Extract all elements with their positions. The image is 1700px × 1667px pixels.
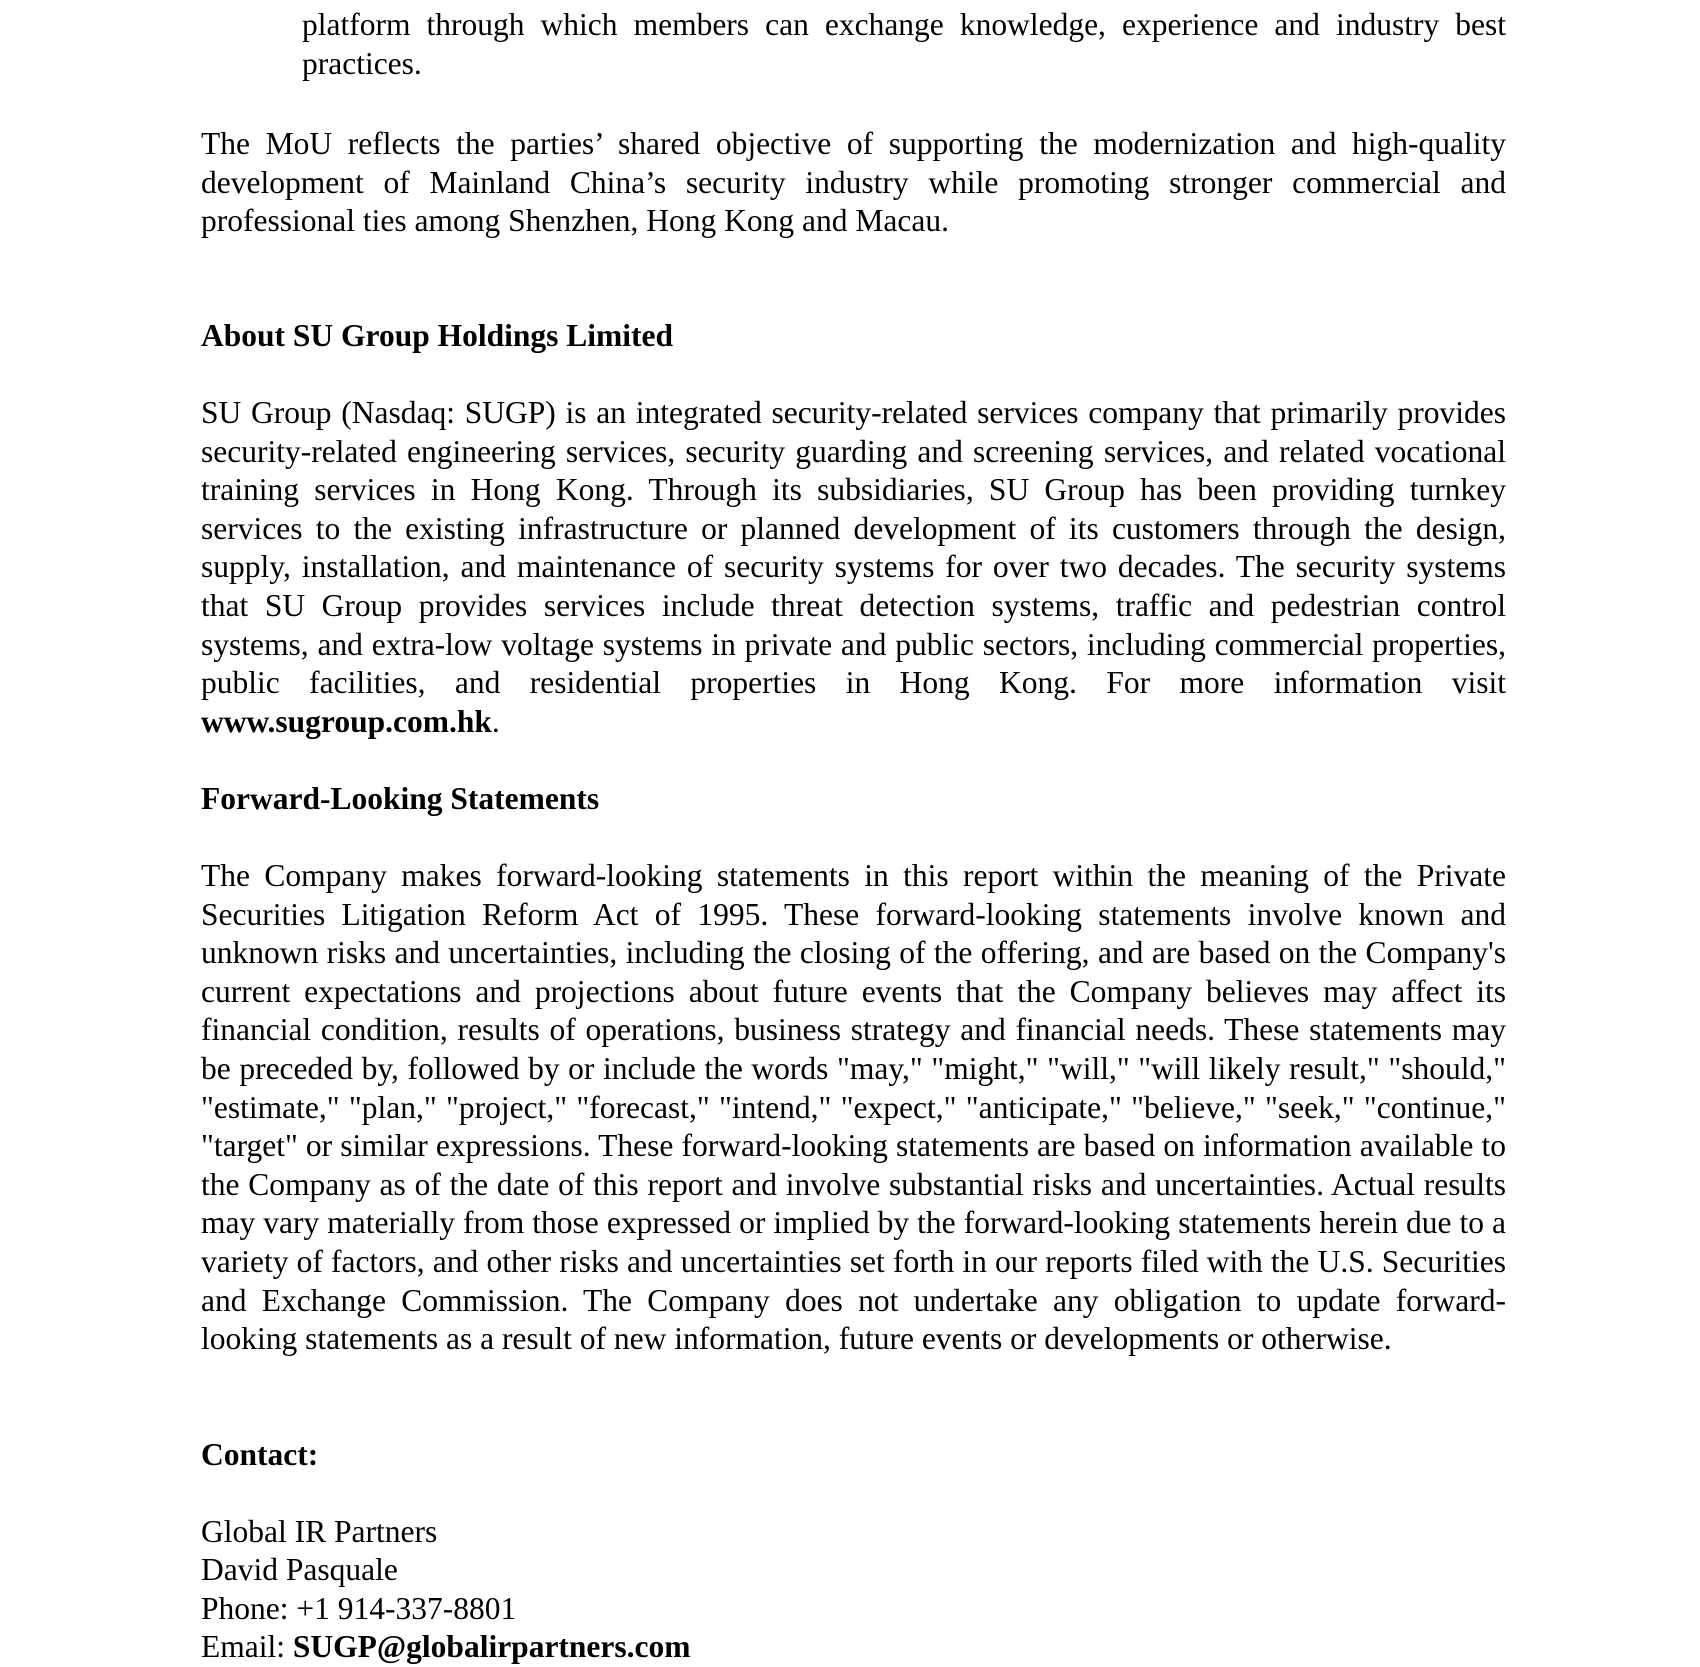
mou-paragraph: The MoU reflects the parties’ shared objective of supporting the modernization and high-quality development of Mainland China’s security industry while promoting stronger commercial and professional ties among Shenzhen, Hong Kong and Macau. <box>201 126 1506 239</box>
phone-number: +1 914-337-8801 <box>296 1591 517 1626</box>
email-link[interactable]: SUGP@globalirpartners.com <box>292 1629 691 1664</box>
contact-heading: Contact: <box>201 1437 319 1472</box>
email-label: Email: <box>201 1629 293 1664</box>
about-heading: About SU Group Holdings Limited <box>201 318 674 353</box>
contact-email <box>201 1628 691 1667</box>
about-paragraph <box>201 394 1506 741</box>
forward-looking-paragraph: The Company makes forward-looking statements in this report within the meaning of the Private Securities Litigation Reform Act of 1995. These forward-looking statements involve known and unknown risks and uncertainties, including the closing of the offering, and are based on the Company's current expectations and projections about future events that the Company believes may affect its financial condition, results of operations, business strategy and financial needs. These statements may be preceded by, followed by or include the words "may," "might," "will," "will likely result," "should," "estimate," "plan," "project," "forecast," "intend," "expect," "anticipate," "believe," "seek," "continue," "target" or similar expressions. These forward-looking statements are based on information available to the Company as of the date of this report and involve substantial risks and uncertainties. Actual results may vary materially from those expressed or implied by the forward-looking statements herein due to a variety of factors, and other risks and uncertainties set forth in our reports filed with the U.S. Securities and Exchange Commission. The Company does not undertake any obligation to update forward-looking statements as a result of new information, future events or developments or otherwise. <box>201 858 1506 1357</box>
intro-list-item-tail: platform through which members can exchange knowledge, experience and industry best practices. <box>302 7 1506 81</box>
website-link[interactable]: www.sugroup.com.hk <box>201 703 492 739</box>
phone-label: Phone: <box>201 1591 297 1626</box>
contact-company: Global IR Partners <box>201 1514 438 1549</box>
about-body-text: SU Group (Nasdaq: SUGP) is an integrated security-related services company that primarily provides security-related engineering services, security guarding and screening services, and related vocational training services in Hong Kong. Through its subsidiaries, SU Group has been providing turnkey services to the existing infrastructure or planned development of its customers through the design, supply, installation, and maintenance of security systems for over two decades. The security systems that SU Group provides services include threat detection systems, traffic and pedestrian control systems, and extra-low voltage systems in private and public sectors, including commercial properties, public facilities, and residential properties in Hong Kong. For more information visit <box>201 395 1506 701</box>
about-end-punct: . <box>491 703 500 739</box>
contact-phone <box>201 1590 516 1629</box>
forward-looking-heading: Forward-Looking Statements <box>201 781 600 816</box>
contact-person: David Pasquale <box>201 1552 398 1587</box>
